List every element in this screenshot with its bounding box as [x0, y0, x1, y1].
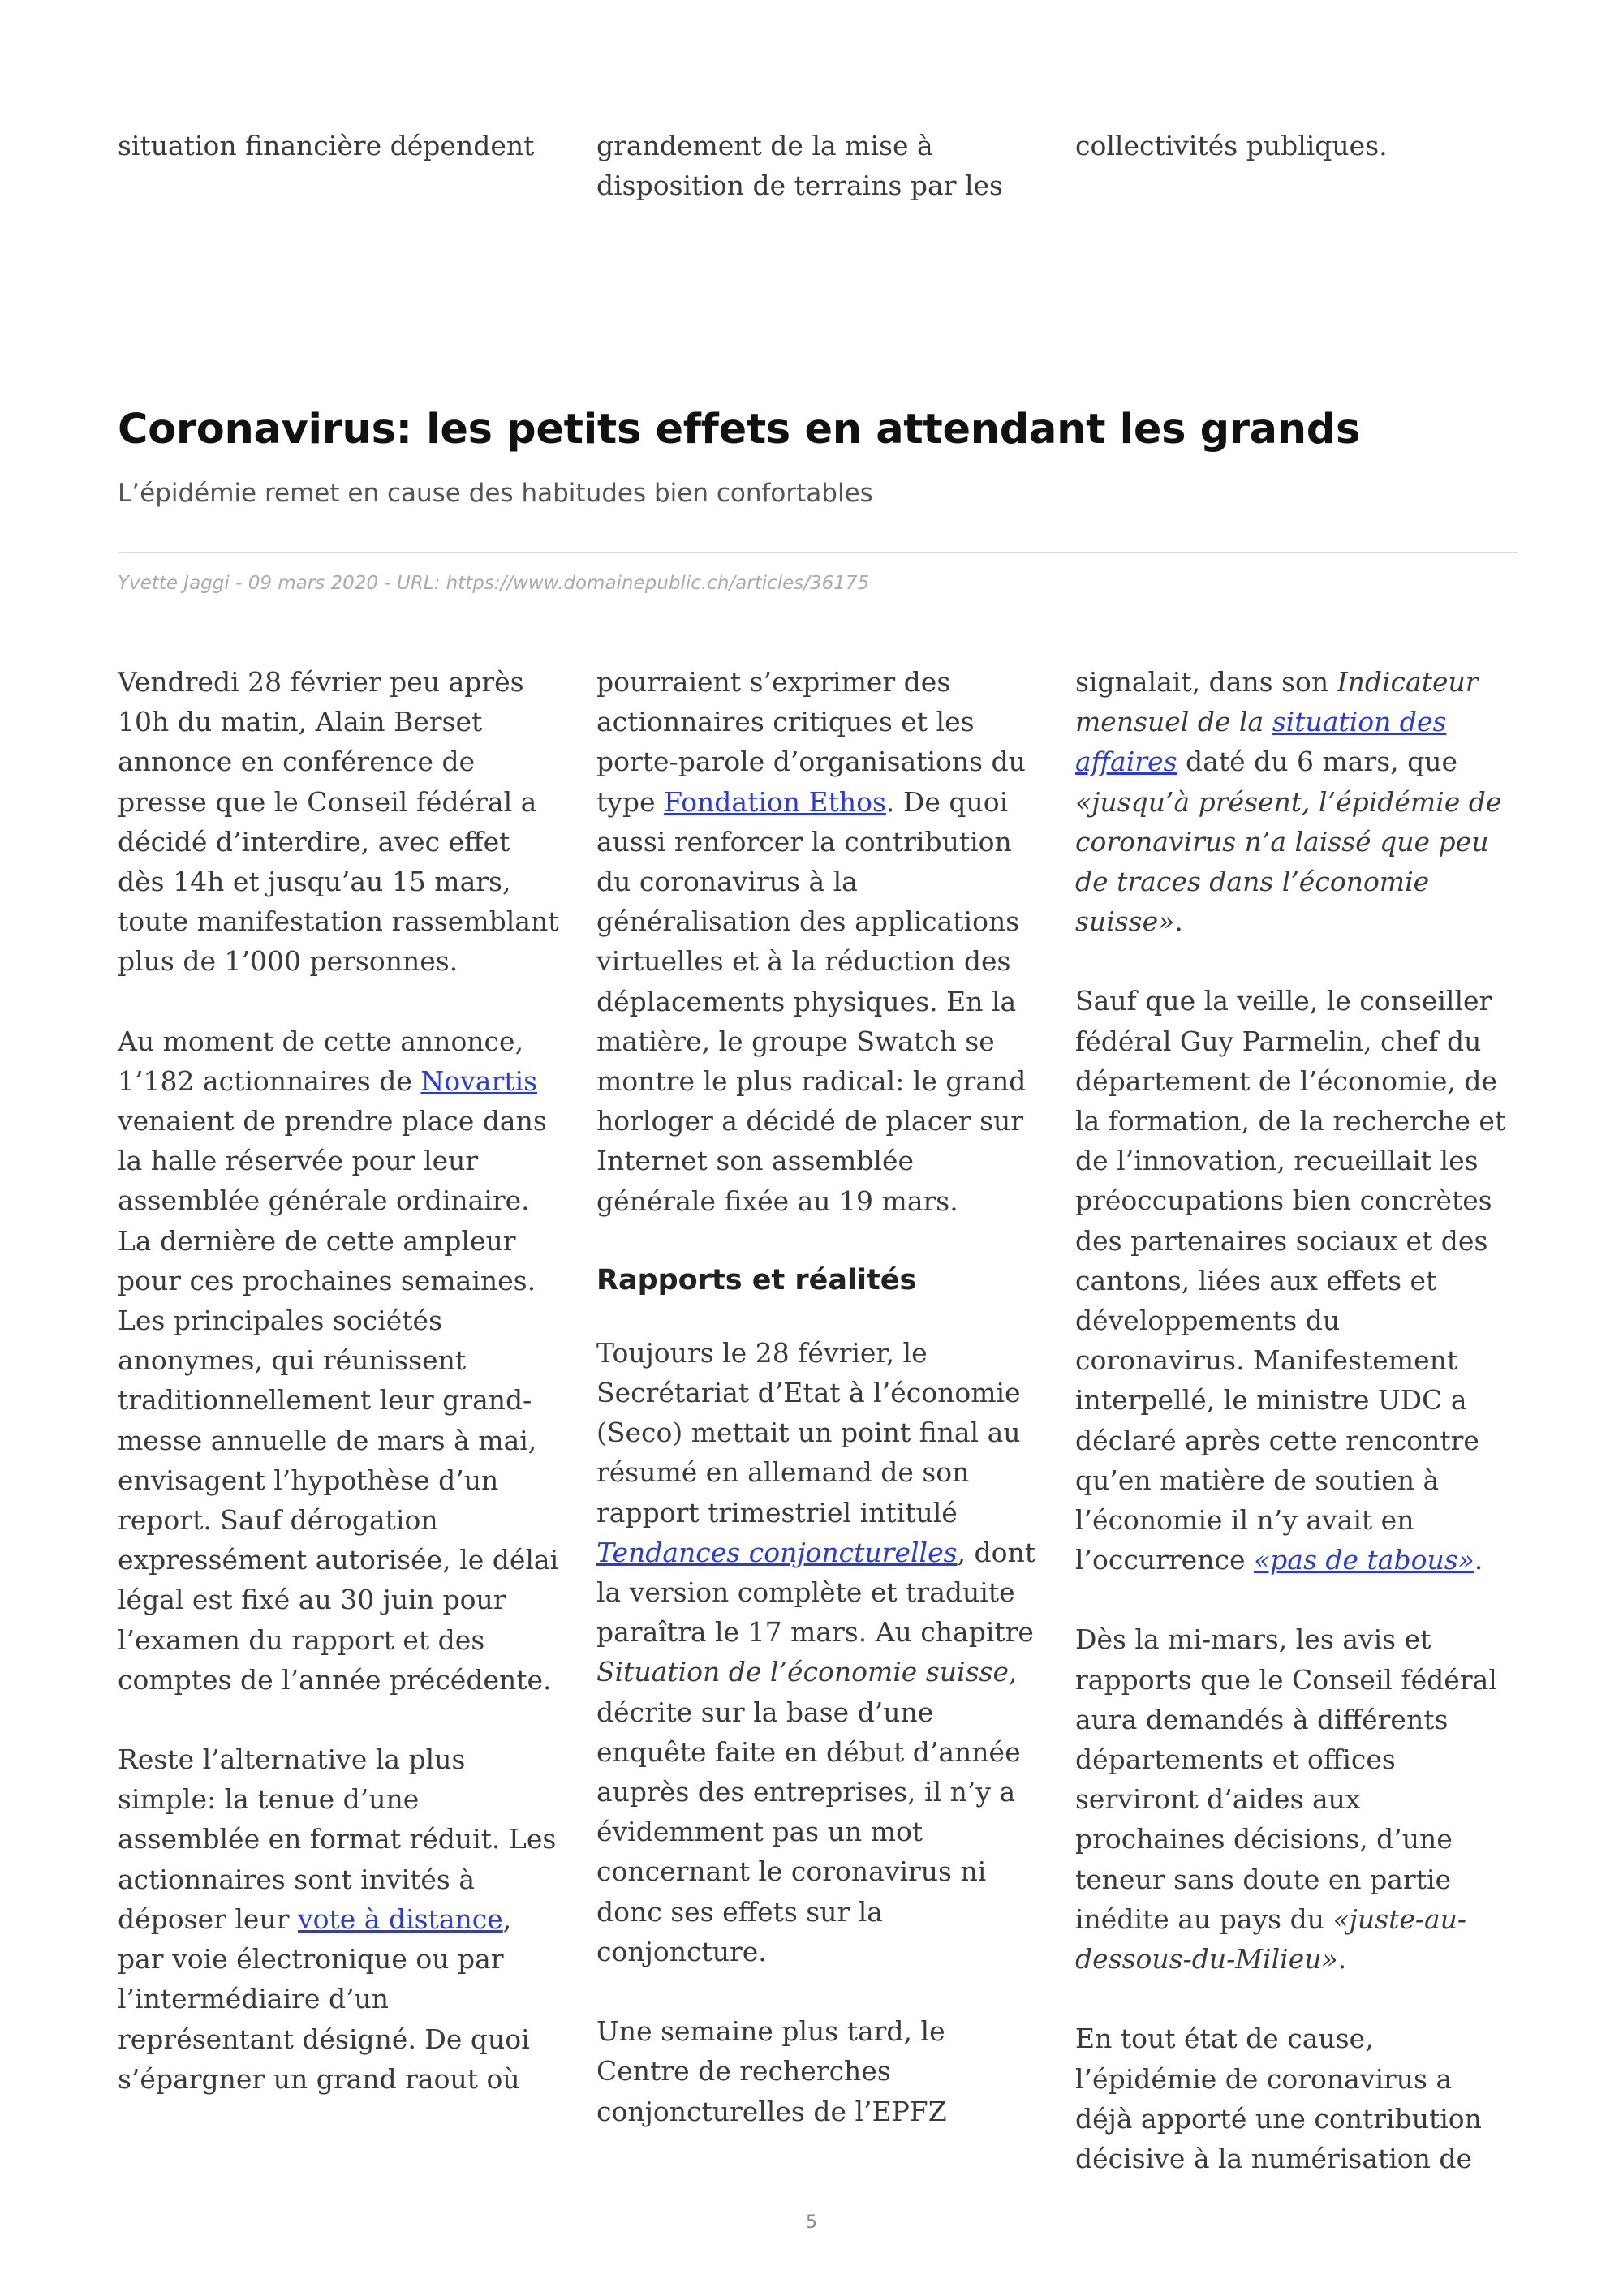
paragraph-text: daté du 6 mars, que	[1177, 746, 1458, 778]
header-divider	[118, 552, 1518, 553]
pas-de-tabous-link[interactable]	[1254, 1544, 1474, 1576]
paragraph-text: venaient de prendre place dans la halle réservée pour leur assemblée générale ordinaire. La dernière de cette ampleur pour ces prochaines semaines. Les principales sociétés anonymes, qui réunissent traditionnellement leur grand-messe annuelle de mars à mai, envisagent l’hypothèse d’un report. Sauf dérogation expressément autorisée, le délai légal est fixé au 30 juin pour l’examen du rapport et des comptes de l’année précédente.	[118, 1105, 559, 1696]
article-column-2	[596, 662, 1039, 2171]
article-byline: Yvette Jaggi - 09 mars 2020 - URL: https://www.domainepublic.ch/articles/36175	[118, 573, 870, 594]
quote-text: «juste-au-dessous-du-Milieu»	[1075, 1903, 1467, 1976]
paragraph: Vendredi 28 février peu après 10h du matin, Alain Berset annonce en conférence de presse que le Conseil fédéral a décidé d’interdire, avec effet dès 14h et jusqu’au 15 mars, toute manifestation rassemblant plus de 1’000 personnes.	[118, 666, 559, 978]
article-title: Coronavirus: les petits effets en attendant les grands	[118, 406, 1361, 454]
paragraph-text: Dès la mi-mars, les avis et rapports que le Conseil fédéral aura demandés à différents départements et offices serviront d’aides aux prochaines décisions, d’une teneur sans doute en partie inédite au pays du	[1075, 1623, 1497, 1935]
page-number: 5	[806, 2212, 817, 2233]
paragraph: Une semaine plus tard, le Centre de recherches conjoncturelles de l’EPFZ	[596, 2015, 947, 2127]
paragraph-text: , décrite sur la base d’une enquête faite en début d’année auprès des entreprises, il n’y a évidemment pas un mot concernant le coronavirus ni donc ses effets sur la conjoncture.	[596, 1656, 1021, 1967]
paragraph-text: Toujours le 28 février, le Secrétariat d’Etat à l’économie (Seco) mettait un point final au résumé en allemand de son rapport trimestriel intitulé	[596, 1336, 1021, 1529]
quote-text: «jusqu’à présent, l’épidémie de coronavirus n’a laissé que peu de traces dans l’économie suisse»	[1075, 785, 1502, 938]
emphasis-text: Indicateur mensuel de la	[1075, 666, 1479, 738]
paragraph-text: , dont la version complète et traduite paraîtra le 17 mars. Au chapitre	[596, 1536, 1036, 1649]
paragraph	[1075, 981, 1518, 1580]
paragraph-text: Sauf que la veille, le conseiller fédéral Guy Parmelin, chef du département de l’économie, de la formation, de la recherche et de l’innovation, recueillait les préoccupations bien concrètes des partenaires sociaux et des cantons, liées aux effets et développements du coronavirus. Manifestement interpellé, le ministre UDC a déclaré après cette rencontre qu’en matière de soutien à l’économie il n’y avait en l’occurrence	[1075, 985, 1506, 1576]
paragraph	[1075, 662, 1518, 941]
link-text: situation des affaires	[1075, 706, 1447, 778]
emphasis-text: Situation de l’économie suisse	[596, 1656, 1009, 1688]
paragraph: collectivités publiques.	[1075, 130, 1388, 161]
previous-article-fragment-col2	[596, 126, 1039, 245]
link-text: Tendances conjoncturelles	[596, 1536, 958, 1568]
paragraph-text: Reste l’alternative la plus simple: la tenue d’une assemblée en format réduit. Les actionnaires sont invités à déposer leur	[118, 1743, 557, 1935]
paragraph-text: pourraient s’exprimer des actionnaires critiques et les porte-parole d’organisations du type	[596, 666, 1026, 818]
previous-article-fragment-col1	[118, 126, 560, 205]
paragraph	[596, 1333, 1039, 1971]
paragraph	[118, 1739, 560, 2099]
paragraph-text: .	[1174, 905, 1183, 938]
previous-article-fragment-col3	[1075, 126, 1518, 205]
paragraph: En tout état de cause, l’épidémie de coronavirus a déjà apporté une contribution décisive à la numérisation de	[1075, 2023, 1482, 2174]
paragraph-text: . De quoi aussi renforcer la contribution du coronavirus à la généralisation des applications virtuelles et à la réduction des déplacements physiques. En la matière, le groupe Swatch se montre le plus radical: le grand horloger a décidé de placer sur Internet son assemblée générale fixée au 19 mars.	[596, 785, 1027, 1217]
vote-a-distance-link[interactable]: vote à distance	[297, 1903, 503, 1935]
paragraph-text: Au moment de cette annonce, 1’182 actionnaires de	[118, 1025, 524, 1097]
paragraph	[596, 662, 1039, 1221]
article-subtitle: L’épidémie remet en cause des habitudes bien confortables	[118, 479, 873, 508]
tendances-conjoncturelles-link[interactable]	[596, 1537, 958, 1568]
article-column-3	[1075, 662, 1518, 2218]
paragraph: grandement de la mise à disposition de terrains par les	[596, 130, 1003, 202]
section-heading: Rapports et réalités	[596, 1263, 917, 1296]
fondation-ethos-link[interactable]: Fondation Ethos	[664, 785, 886, 818]
paragraph-text: .	[1337, 1943, 1347, 1976]
paragraph-text: .	[1474, 1544, 1483, 1576]
paragraph-text: signalait, dans son	[1075, 666, 1337, 698]
paragraph: situation financière dépendent	[118, 130, 535, 161]
link-text: «pas de tabous»	[1253, 1544, 1474, 1576]
article-column-1	[118, 662, 560, 2139]
paragraph	[118, 1021, 560, 1700]
novartis-link[interactable]: Novartis	[420, 1064, 538, 1097]
paragraph-text: , par voie électronique ou par l’intermédiaire d’un représentant désigné. De quoi s’épargner un grand raout où	[118, 1903, 530, 2095]
paragraph	[1075, 1619, 1518, 1979]
